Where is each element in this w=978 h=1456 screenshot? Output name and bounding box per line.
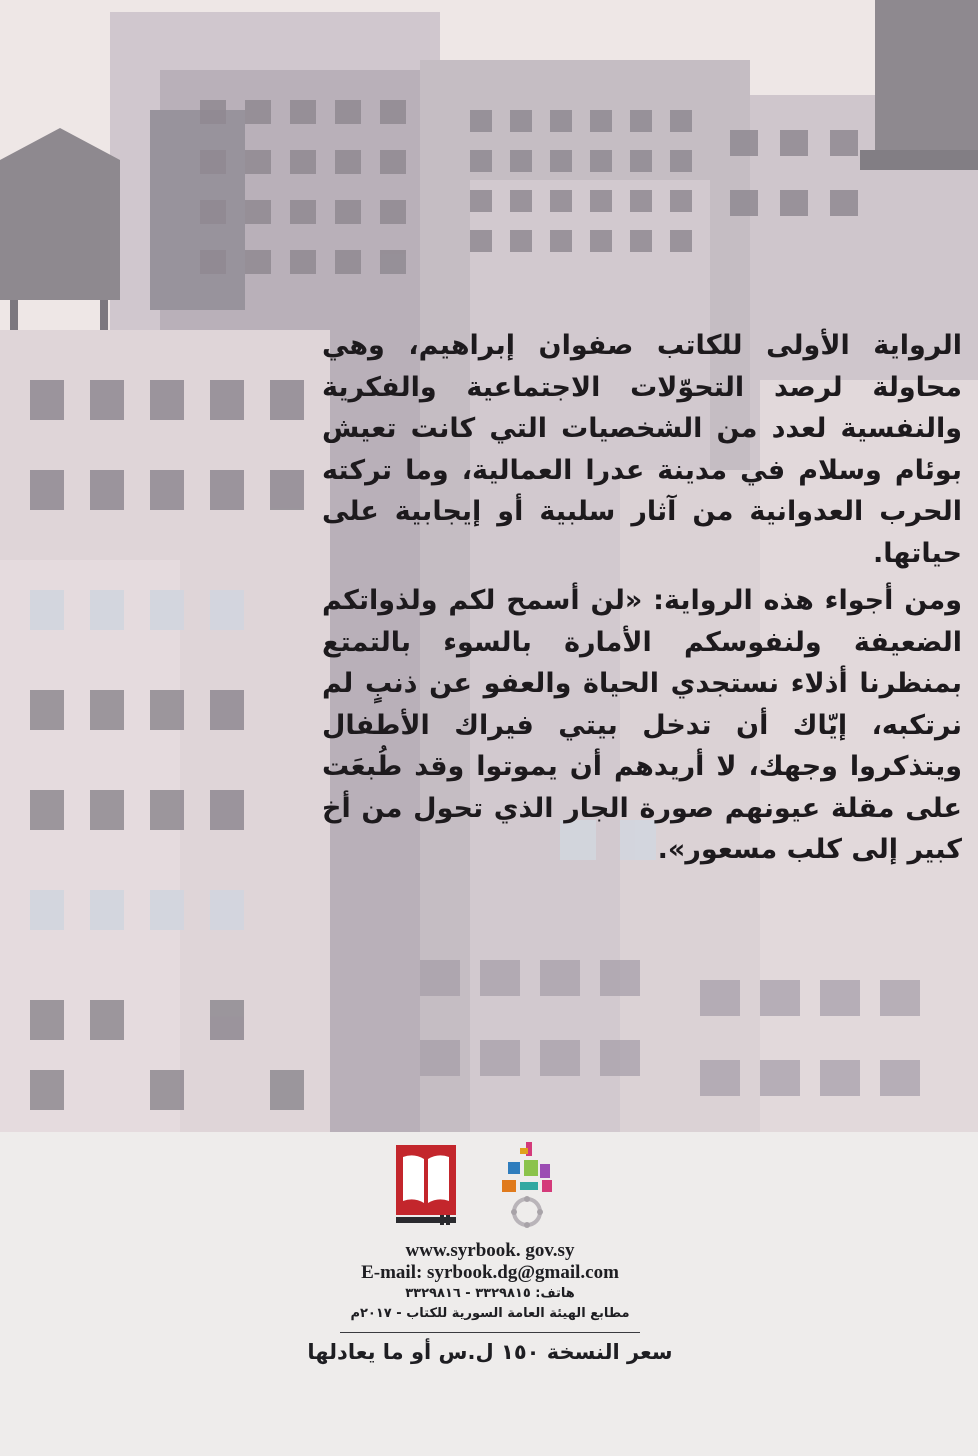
publisher-email: E-mail: syrbook.dg@gmail.com (361, 1262, 619, 1283)
footer-divider (340, 1332, 640, 1333)
back-cover-blurb (322, 325, 962, 871)
blurb-paragraph-intro: الرواية الأولى للكاتب صفوان إبراهيم، وهي محاولة لرصد التحوّلات الاجتماعية والفكرية والنفسية لعدد من الشخصيات التي كانت تعيش بوئام وسلام في مدينة عدرا العمالية، وما تركته الحرب العدوانية من آثار سلبية أو إيجابية على حياتها. (322, 330, 962, 569)
blurb-paragraph-excerpt: ومن أجواء هذه الرواية: «لن أسمح لكم ولذواتكم الضعيفة ولنفوسكم الأمارة بالسوء بالتمتع بمنظرنا أذلاء نستجدي الحياة والعفو عن ذنبٍ لم نرتكبه، إيّاك أن تدخل بيتي فيراك الأطفال ويتذكروا وجهك، لا أريدهم أن يموتوا وقد طُبعَت على مقلة عيونهم صورة الجار الذي تحول من أخ كبير إلى كلب مسعور». (322, 585, 962, 865)
open-book-logo-icon (394, 1143, 458, 1228)
publisher-website: www.syrbook. gov.sy (405, 1240, 575, 1261)
culture-ministry-logo-icon (496, 1140, 558, 1232)
printer-imprint: مطابع الهيئة العامة السورية للكتاب - ٢٠١٧م (350, 1306, 630, 1321)
publisher-phone: هاتف: ٣٣٢٩٨١٥ - ٣٣٢٩٨١٦ (405, 1286, 575, 1301)
copy-price: سعر النسخة ١٥٠ ل.س أو ما يعادلها (307, 1340, 673, 1364)
